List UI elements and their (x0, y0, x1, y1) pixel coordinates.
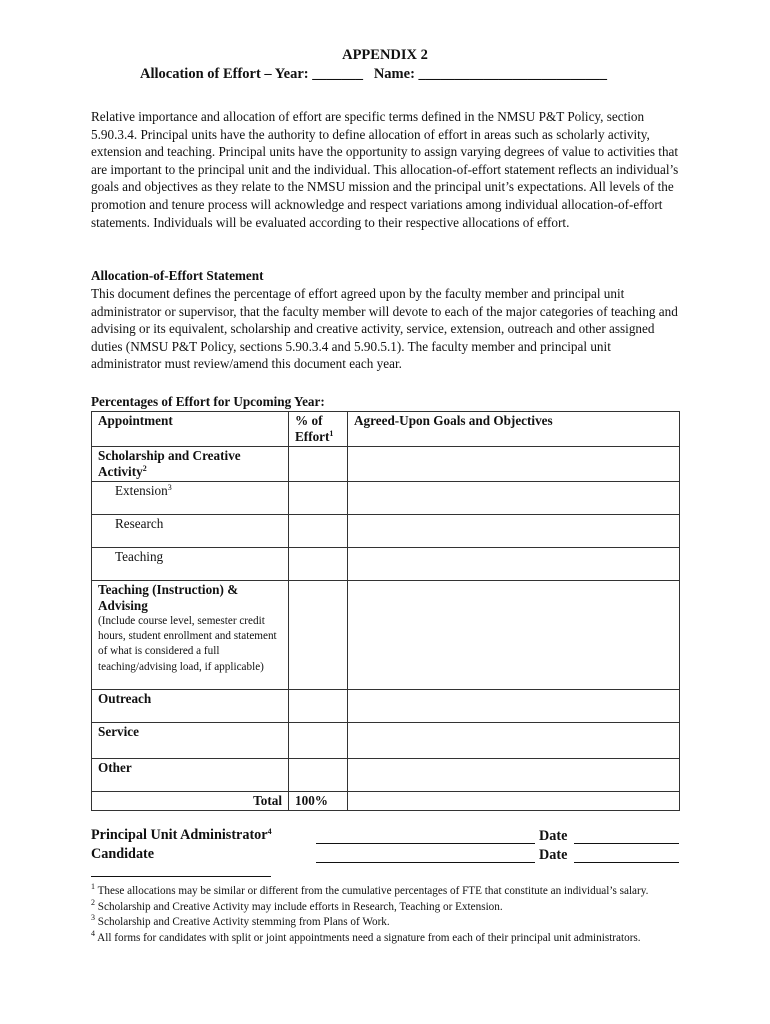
row-label-research: Research (92, 515, 289, 548)
footnotes (91, 884, 681, 946)
admin-signature-label (91, 827, 272, 844)
header-goals: Agreed-Upon Goals and Objectives (348, 412, 680, 447)
header-percent-line2: Effort (295, 429, 330, 444)
header-percent (289, 412, 348, 447)
footnote-text: Scholarship and Creative Activity may include efforts in Research, Teaching or Extension. (95, 900, 503, 913)
row-label-teaching: Teaching (92, 548, 289, 581)
effort-table (91, 411, 680, 811)
footnote-ref-3: 3 (167, 483, 172, 492)
table-row (92, 690, 680, 723)
total-value: 100% (289, 792, 348, 811)
table-header-row (92, 412, 680, 447)
table-row (92, 482, 680, 515)
table-row (92, 723, 680, 759)
row-teaching-instruction-note: (Include course level, semester credit hours, student enrollment and statement of what is considered a full teaching/advising load, if applicable) (98, 615, 277, 673)
footnote-mark: 1 (91, 882, 95, 891)
goals-cell-teaching[interactable] (348, 548, 680, 581)
candidate-signature-line[interactable] (316, 848, 535, 863)
row-label-outreach: Outreach (92, 690, 289, 723)
percent-cell-scholarship[interactable] (289, 447, 348, 482)
total-goals-cell (348, 792, 680, 811)
row-label-other: Other (92, 759, 289, 792)
row-scholarship-text: Scholarship and Creative Activity (98, 448, 241, 479)
total-label: Total (92, 792, 289, 811)
intro-paragraph: Relative importance and allocation of effort are specific terms defined in the NMSU P&T Policy, section 5.90.3.4. Principal units have the authority to define allocation of effort in areas such as scholarly activity, extension and teaching. Principal units have the opportunity to assign varying degrees of value to activities that are important to the principal unit and the individual. This allocation-of-effort statement reflects an individual’s goals and objectives as they relate to the NMSU mission and the principal unit’s expectations. All levels of the promotion and tenure process will acknowledge and respect variations among individual allocation-of-effort statements. Individuals will be evaluated according to their respective allocations of effort. (91, 109, 679, 230)
admin-date-line[interactable] (574, 829, 679, 844)
footnote-mark: 2 (91, 897, 95, 907)
row-extension-text: Extension (115, 483, 168, 498)
candidate-date-label: Date (539, 847, 568, 863)
table-total-row (92, 792, 680, 811)
admin-date-label: Date (539, 828, 568, 844)
table-row (92, 447, 680, 482)
table-row (92, 581, 680, 690)
footnote-ref-4: 4 (267, 827, 272, 836)
header-appointment: Appointment (92, 412, 289, 447)
statement-heading: Allocation-of-Effort Statement (91, 268, 264, 283)
goals-cell-teaching-instruction[interactable] (348, 581, 680, 690)
percent-cell-service[interactable] (289, 723, 348, 759)
row-label-scholarship (92, 447, 289, 482)
goals-cell-scholarship[interactable] (348, 447, 680, 482)
candidate-date-line[interactable] (574, 848, 679, 863)
footnote-mark: 4 (91, 928, 95, 938)
footnote-item (91, 915, 681, 931)
percent-cell-outreach[interactable] (289, 690, 348, 723)
footnote-ref-2: 2 (142, 464, 147, 473)
goals-cell-extension[interactable] (348, 482, 680, 515)
footnote-item (91, 928, 681, 947)
goals-cell-other[interactable] (348, 759, 680, 792)
percent-cell-teaching[interactable] (289, 548, 348, 581)
table-row (92, 515, 680, 548)
table-row (92, 759, 680, 792)
footnote-text: These allocations may be similar or different from the cumulative percentages of FTE that constitute an individual’s salary. (95, 885, 649, 897)
row-label-teaching-instruction (92, 581, 289, 690)
header-percent-line1: % of (295, 413, 323, 428)
percent-cell-teaching-instruction[interactable] (289, 581, 348, 690)
footnote-divider (91, 876, 271, 877)
footnote-item (91, 897, 681, 916)
goals-cell-research[interactable] (348, 515, 680, 548)
row-label-extension (92, 482, 289, 515)
goals-cell-service[interactable] (348, 723, 680, 759)
footnote-text: All forms for candidates with split or joint appointments need a signature from each of their principal unit administrators. (95, 931, 641, 944)
footnote-item (91, 884, 681, 900)
table-row (92, 548, 680, 581)
admin-label-text: Principal Unit Administrator (91, 827, 268, 843)
percent-cell-extension[interactable] (289, 482, 348, 515)
goals-cell-outreach[interactable] (348, 690, 680, 723)
document-subtitle: Allocation of Effort – Year: _______ Name: __________________________ (140, 66, 608, 82)
percent-cell-other[interactable] (289, 759, 348, 792)
statement-body: This document defines the percentage of effort agreed upon by the faculty member and principal unit administrator or supervisor, that the faculty member will devote to each of the major categories of teaching and advising or its equivalent, scholarship and creative activity, service, extension, outreach and other assigned duties (NMSU P&T Policy, sections 5.90.3.4 and 5.90.5.1). The faculty member and principal unit administrator must review/amend this document each year. (91, 286, 678, 372)
table-heading: Percentages of Effort for Upcoming Year: (91, 394, 325, 409)
row-label-service: Service (92, 723, 289, 759)
footnote-ref-1: 1 (329, 429, 334, 438)
footnote-text: Scholarship and Creative Activity stemming from Plans of Work. (95, 916, 390, 929)
percent-cell-research[interactable] (289, 515, 348, 548)
document-title: APPENDIX 2 (342, 47, 428, 63)
candidate-signature-label: Candidate (91, 846, 155, 862)
row-teaching-instruction-text: Teaching (Instruction) & Advising (98, 582, 239, 613)
footnote-mark: 3 (91, 913, 95, 923)
admin-signature-line[interactable] (316, 829, 535, 844)
